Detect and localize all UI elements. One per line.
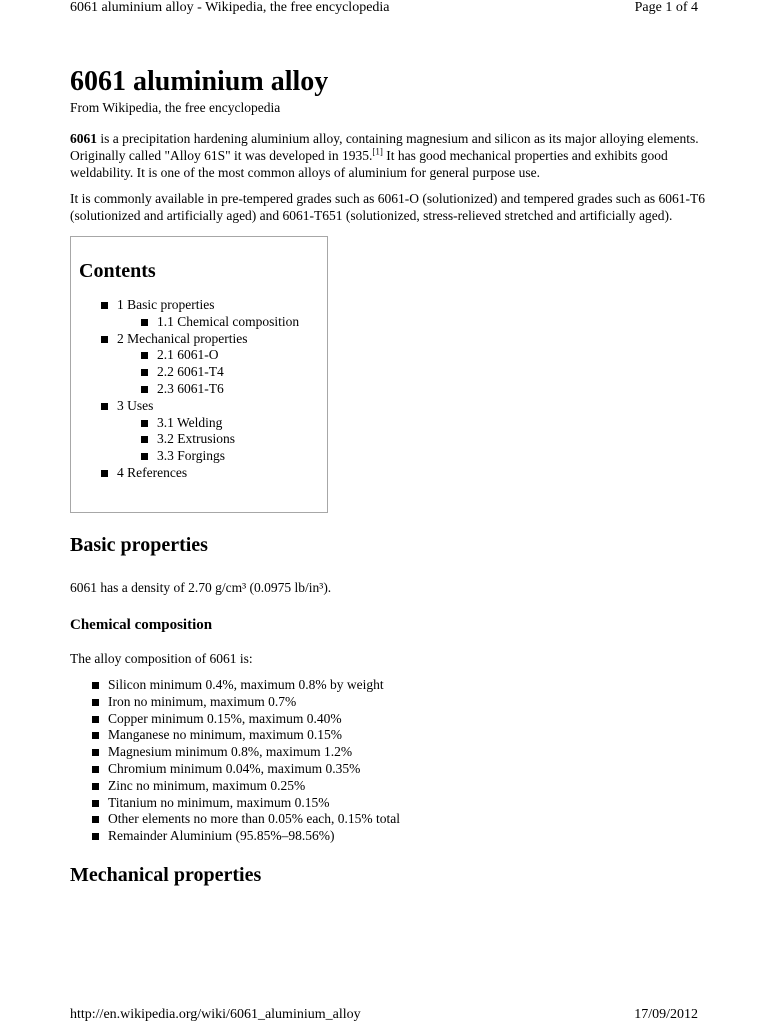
list-item: Remainder Aluminium (95.85%–98.56%)	[92, 828, 710, 845]
print-page-number: Page 1 of 4	[634, 0, 698, 15]
toc-item-welding[interactable]	[141, 415, 319, 432]
list-item: Zinc no minimum, maximum 0.25%	[92, 778, 710, 795]
section-heading-mechanical-properties: Mechanical properties	[70, 863, 262, 886]
density-paragraph: 6061 has a density of 2.70 g/cm³ (0.0975 lb/in³).	[70, 580, 332, 595]
toc-item-label[interactable]: 3 Uses	[117, 397, 154, 413]
toc-item-6061-o[interactable]	[141, 347, 319, 364]
toc-item-6061-t4[interactable]	[141, 364, 319, 381]
toc-item-label[interactable]: 3.2 Extrusions	[157, 431, 236, 447]
toc-item-extrusions[interactable]	[141, 431, 319, 448]
toc-item-forgings[interactable]	[141, 448, 319, 465]
toc-item-basic-properties[interactable]	[101, 297, 319, 331]
toc-item-uses[interactable]	[101, 398, 319, 465]
table-of-contents	[70, 236, 328, 513]
toc-item-label[interactable]: 3.3 Forgings	[157, 448, 226, 464]
toc-sublist	[117, 415, 319, 465]
toc-item-chemical-composition[interactable]	[141, 314, 319, 331]
toc-title: Contents	[79, 260, 156, 282]
print-header-title: 6061 aluminium alloy - Wikipedia, the free encyclopedia	[70, 0, 390, 15]
toc-sublist	[117, 347, 319, 397]
toc-item-6061-t6[interactable]	[141, 381, 319, 398]
article-body	[70, 64, 710, 909]
list-item: Chromium minimum 0.04%, maximum 0.35%	[92, 761, 710, 778]
toc-item-references[interactable]	[101, 465, 319, 482]
toc-item-mechanical-properties[interactable]	[101, 331, 319, 398]
toc-item-label[interactable]: 2.1 6061-O	[157, 347, 219, 363]
toc-item-label[interactable]: 3.1 Welding	[157, 414, 223, 430]
toc-item-label[interactable]: 2 Mechanical properties	[117, 330, 248, 346]
section-heading-chemical-composition: Chemical composition	[70, 617, 213, 633]
article-tagline: From Wikipedia, the free encyclopedia	[70, 100, 281, 115]
intro-text-a: is a precipitation hardening aluminium alloy, containing magnesium and silicon as its major alloying elements. Originally called "Alloy 61S" it was developed in 1935.	[70, 131, 699, 163]
list-item: Other elements no more than 0.05% each, 0.15% total	[92, 811, 710, 828]
list-item: Iron no minimum, maximum 0.7%	[92, 694, 710, 711]
intro-paragraph	[70, 130, 710, 181]
composition-intro: The alloy composition of 6061 is:	[70, 651, 253, 666]
toc-item-label[interactable]: 2.3 6061-T6	[157, 380, 224, 396]
toc-item-label[interactable]: 1 Basic properties	[117, 297, 215, 312]
toc-item-label[interactable]: 4 References	[117, 464, 188, 480]
intro-bold-term: 6061	[70, 131, 97, 146]
toc-sublist	[117, 314, 319, 331]
print-footer-date: 17/09/2012	[634, 1007, 698, 1022]
section-heading-basic-properties: Basic properties	[70, 534, 208, 556]
list-item: Copper minimum 0.15%, maximum 0.40%	[92, 711, 710, 728]
list-item: Silicon minimum 0.4%, maximum 0.8% by weight	[92, 677, 710, 694]
list-item: Manganese no minimum, maximum 0.15%	[92, 727, 710, 744]
article-title: 6061 aluminium alloy	[70, 66, 329, 97]
tempers-paragraph: It is commonly available in pre-tempered grades such as 6061-O (solutionized) and tempered grades such as 6061-T6 (solutionized and artificially aged) and 6061-T651 (solutionized, stress-relieved stretched and artificially aged).	[70, 191, 706, 223]
toc-item-label[interactable]: 1.1 Chemical composition	[157, 313, 300, 329]
reference-link-1[interactable]: [1]	[372, 146, 383, 157]
composition-list	[70, 677, 710, 845]
toc-item-label[interactable]: 2.2 6061-T4	[157, 364, 224, 380]
toc-list	[79, 297, 319, 482]
print-footer-url: http://en.wikipedia.org/wiki/6061_aluminium_alloy	[70, 1007, 361, 1022]
intro-text-b: It has good mechanical properties and exhibits good weldability. It is one of the most common alloys of aluminium for general purpose use.	[70, 148, 668, 180]
list-item: Magnesium minimum 0.8%, maximum 1.2%	[92, 744, 710, 761]
list-item: Titanium no minimum, maximum 0.15%	[92, 795, 710, 812]
